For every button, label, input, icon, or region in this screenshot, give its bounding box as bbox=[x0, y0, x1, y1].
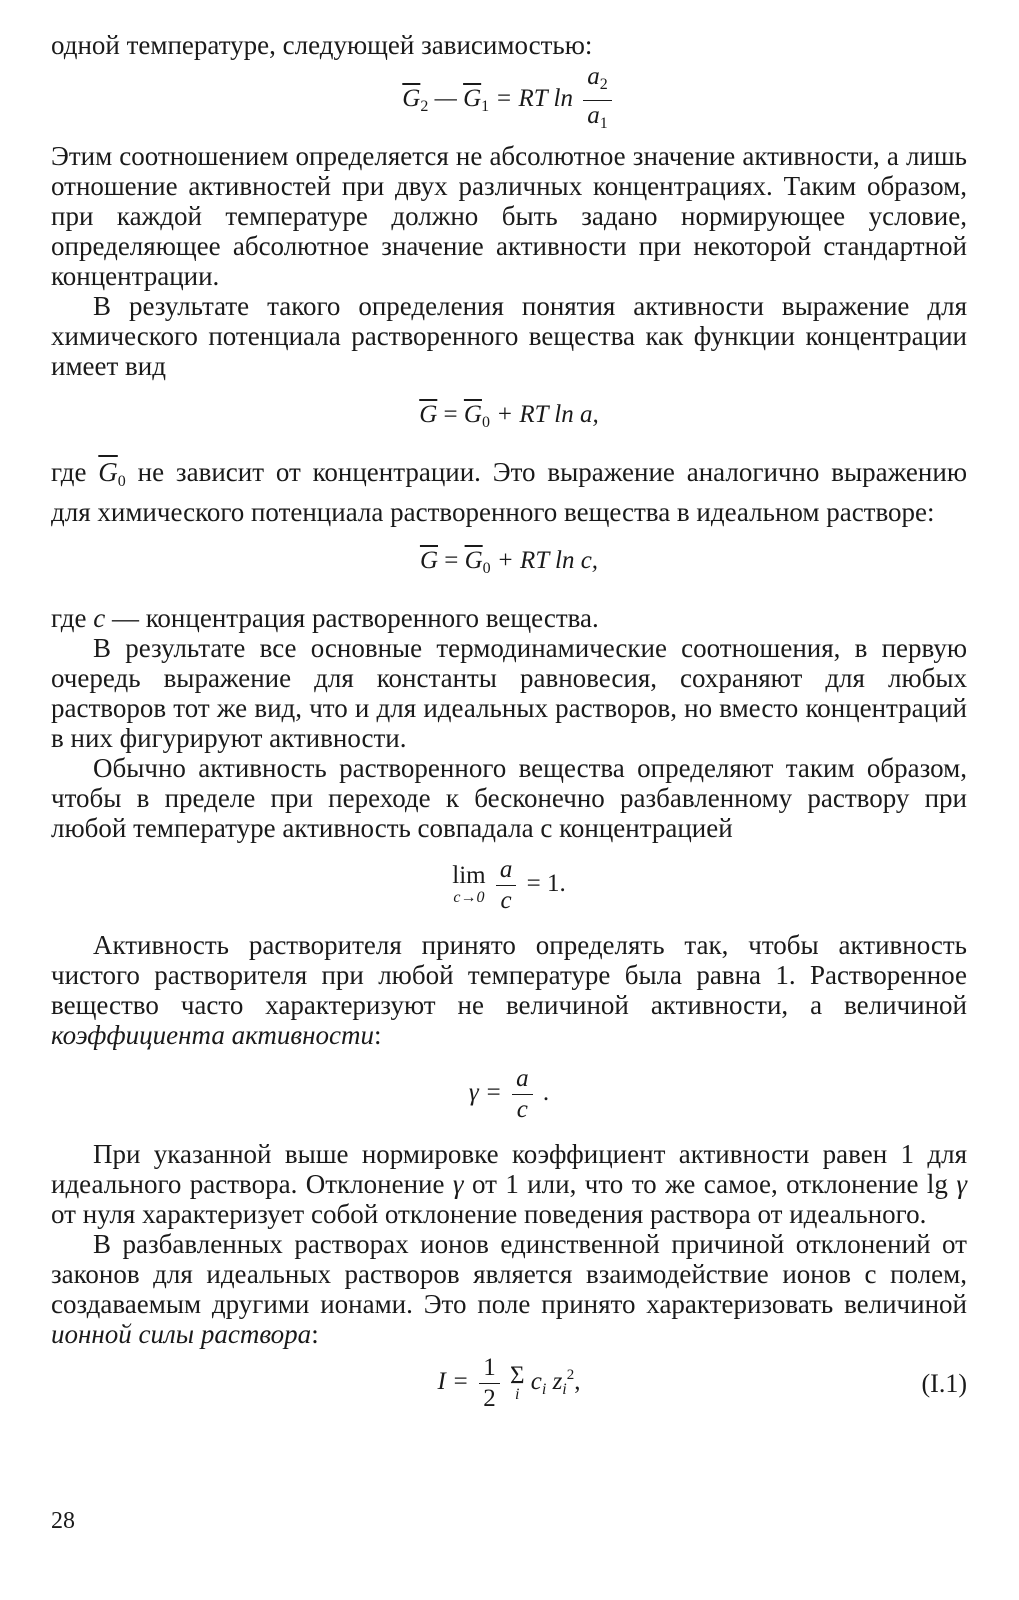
paragraph-chemical-potential: В результате такого определения понятия активности выражение для химического потенциала растворенного вещества как функции концентрации имеет вид bbox=[51, 291, 967, 381]
paragraph-c-definition: где c — концентрация растворенного вещества. bbox=[51, 603, 599, 633]
page-body bbox=[51, 30, 967, 1412]
paragraph-normalization: При указанной выше нормировке коэффициент активности равен 1 для идеального раствора. Отклонение γ от 1 или, что то же самое, отклонение lg γ от нуля характеризует собой отклонение поведения раствора от идеального. bbox=[51, 1139, 967, 1229]
fraction-a2-over-a1: $\frac{a_2}{a_1}$ bbox=[583, 64, 612, 137]
paragraph-ionic-strength: В разбавленных растворах ионов единственной причиной отклонений от законов для идеальных растворов является взаимодействие ионов с полем, создаваемым другими ионами. Это поле принято характеризовать величиной ионной силы раствора: bbox=[51, 1229, 967, 1349]
fraction-one-half: $\frac{1}{2}$ bbox=[479, 1355, 500, 1412]
paragraph-activity-definition: Обычно активность растворенного вещества определяют таким образом, чтобы в пределе при переходе к бесконечно разбавленному раствору при любой температуре активность совпадала с концентрацией bbox=[51, 753, 967, 843]
equation-number: (I.1) bbox=[921, 1369, 967, 1398]
sum-operator: Σ i bbox=[509, 1361, 525, 1403]
paragraph-thermo-relations: В результате все основные термодинамические соотношения, в первую очередь выражение для константы равновесия, сохраняют для любых растворов тот же вид, что и для идеальных растворов, но вместо концентраций в них фигурируют активности. bbox=[51, 633, 967, 753]
paragraph-intro: одной температуре, следующей зависимостью: bbox=[51, 30, 593, 60]
fraction-gamma-a-over-c: $\frac{a}{c}$ bbox=[512, 1066, 533, 1123]
formula-ionic-strength-row bbox=[51, 1355, 967, 1412]
formula-activity-coefficient: γ = $\frac{a}{c}$ . bbox=[468, 1065, 550, 1123]
formula-ionic-strength: I = $\frac{1}{2}$ Σ i $c_i$ $z_i^2$, bbox=[437, 1354, 581, 1412]
limit-operator: lim c→0 bbox=[452, 861, 486, 906]
formula-potential-ideal: $\overline{G} = \overline{G}_0$ + RT ln c, bbox=[419, 547, 599, 577]
formula-potential-activity: $\overline{G} = \overline{G}_0$ + RT ln a, bbox=[419, 401, 599, 431]
paragraph-solvent-activity: Активность растворителя принято определять так, чтобы активность чистого растворителя при любой температуре была равна 1. Растворенное вещество часто характеризуют не величиной активности, а величиной коэффициента активности: bbox=[51, 930, 967, 1050]
page-number: 28 bbox=[51, 1508, 75, 1534]
formula-free-energy-difference: $\overline{G}_2$ — $\overline{G}_1$ = RT ln $\frac{a_2}{a_1}$ bbox=[51, 64, 967, 137]
formula-limit: lim c→0 $\frac{a}{c}$ = 1. bbox=[452, 856, 566, 914]
fraction-a-over-c: $\frac{a}{c}$ bbox=[496, 857, 517, 914]
paragraph-g0-independent: где $\overline{G}_0$ не зависит от концентрации. Это выражение аналогично выражению для химического потенциала растворенного вещества в идеальном растворе: bbox=[51, 457, 967, 527]
paragraph-activity-ratio: Этим соотношением определяется не абсолютное значение активности, а лишь отношение активностей при двух различных концентрациях. Таким образом, при каждой температуре должно быть задано нормирующее условие, определяющее абсолютное значение активности при некоторой стандартной концентрации. bbox=[51, 141, 967, 291]
